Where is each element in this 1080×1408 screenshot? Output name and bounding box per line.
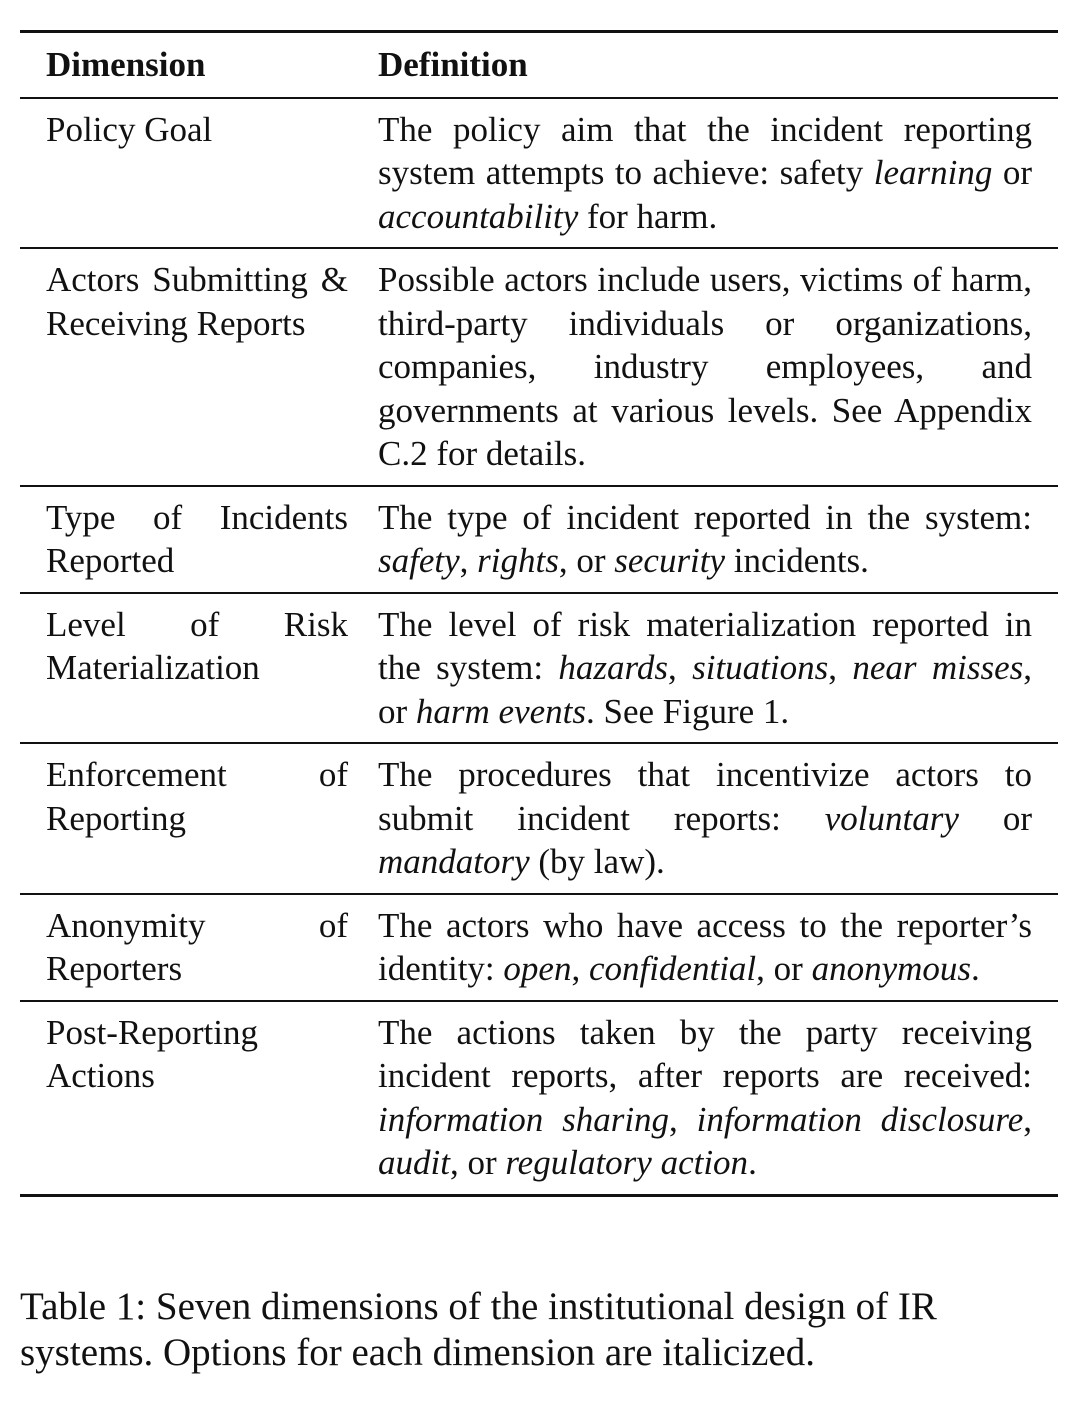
definition-text: The actors who have access to the reporter’s identity: [378, 905, 1032, 988]
definition-option-italic: harm events [415, 691, 587, 731]
table-row [20, 1001, 1058, 1196]
definition-option-italic: audit [378, 1143, 450, 1182]
definition-text: for harm. [578, 196, 718, 236]
definition-text: , or [756, 949, 812, 988]
definition-option-italic: information sharing [378, 1099, 670, 1139]
definition-text: . [971, 949, 980, 988]
definition-option-italic: safety [378, 541, 460, 580]
definition-option-italic: mandatory [378, 842, 530, 881]
definition-text: or [992, 153, 1032, 192]
dimension-cell: Anonymity of Reporters [46, 905, 348, 988]
definition-option-italic: near misses [852, 648, 1024, 687]
definition-option-italic: rights [477, 541, 559, 580]
definition-cell [376, 486, 1058, 593]
definition-cell [376, 894, 1058, 1001]
table-row [20, 593, 1058, 744]
definition-text: The type of incident reported in the system: [378, 497, 1032, 537]
definition-option-italic: security [614, 541, 726, 580]
dimension-cell: Post-Reporting Actions [46, 1012, 258, 1095]
definition-text: , or [558, 541, 615, 580]
dimensions-table-container [20, 30, 1058, 1197]
definition-cell [376, 743, 1058, 894]
header-dimension: Dimension [46, 45, 206, 84]
dimensions-table [20, 30, 1058, 1197]
definition-text: or [958, 798, 1032, 838]
definition-text: The level of risk materialization reported in the system: [378, 604, 1032, 687]
table-body [20, 98, 1058, 1196]
header-definition: Definition [378, 45, 528, 84]
definition-text: . See Figure 1. [586, 691, 790, 731]
dimension-cell: Level of Risk Materialization [46, 604, 348, 687]
table-row [20, 248, 1058, 486]
dimension-cell: Type of Incidents Reported [46, 497, 348, 580]
definition-option-italic: information disclosure [696, 1099, 1024, 1139]
definition-option-italic: anonymous [811, 949, 971, 988]
definition-text: , or [449, 1143, 506, 1182]
table-caption: Table 1: Seven dimensions of the institutional design of IR systems. Options for each dimension are italicized. [20, 1285, 937, 1374]
definition-text: , [1023, 1099, 1033, 1139]
definition-option-italic: regulatory action [505, 1143, 749, 1182]
definition-option-italic: accountability [378, 196, 579, 236]
definition-text: , [668, 648, 693, 687]
table-row [20, 98, 1058, 249]
definition-text: The procedures that incentivize actors to submit incident reports: [378, 755, 1032, 838]
definition-option-italic: voluntary [824, 798, 959, 838]
definition-text: (by law). [529, 842, 665, 881]
dimension-cell: Actors Submitting & Receiving Reports [46, 260, 348, 343]
dimension-cell: Enforcement of Reporting [46, 755, 348, 838]
dimension-cell: Policy Goal [46, 109, 213, 149]
definition-option-italic: situations [692, 648, 829, 687]
definition-option-italic: confidential [588, 949, 757, 988]
definition-cell [376, 98, 1058, 249]
definition-text: incidents. [725, 541, 869, 580]
definition-text: , [828, 648, 853, 687]
definition-option-italic: learning [873, 153, 993, 192]
table-row [20, 894, 1058, 1001]
definition-text: , [669, 1099, 697, 1139]
definition-text: Possible actors include users, victims of harm, third-party individuals or organizations, companies, industry employees, and governments at various levels. See Appendix C.2 for details. [378, 260, 1032, 473]
table-header-row [20, 32, 1058, 98]
definition-cell [376, 1001, 1058, 1196]
definition-text: The actions taken by the party receiving incident reports, after reports are received: [378, 1012, 1032, 1095]
definition-text: , [571, 949, 589, 988]
definition-text: , or [378, 648, 1033, 731]
definition-cell [376, 593, 1058, 744]
definition-option-italic: open [503, 949, 572, 988]
definition-text: . [748, 1143, 757, 1182]
definition-cell [376, 248, 1058, 486]
definition-text: , [459, 541, 478, 580]
definition-text: The policy aim that the incident reporting system attempts to achieve: safety [378, 109, 1032, 192]
table-row [20, 743, 1058, 894]
definition-option-italic: hazards [558, 648, 668, 687]
table-row [20, 486, 1058, 593]
